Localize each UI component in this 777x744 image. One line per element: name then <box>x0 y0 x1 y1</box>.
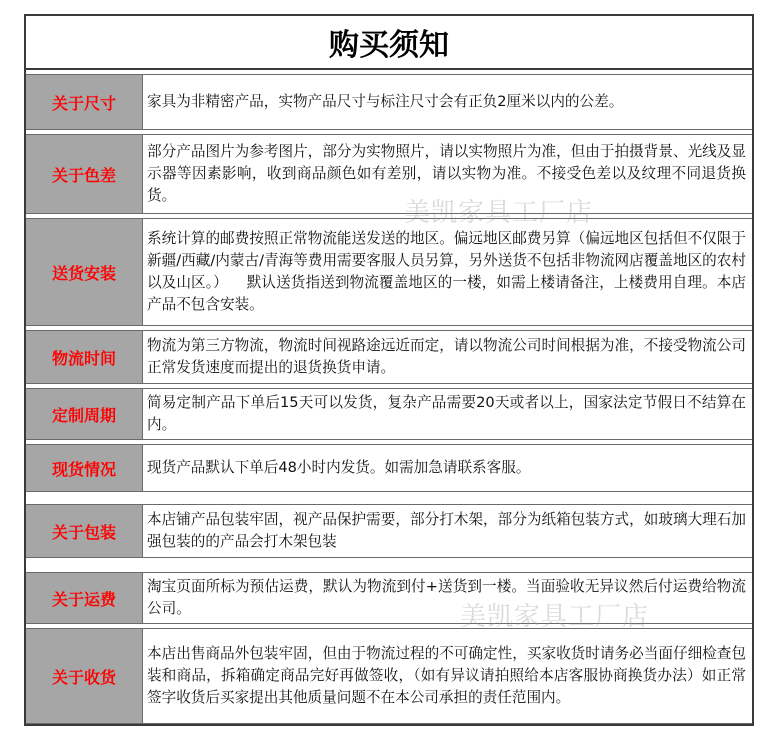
watermark: 美凯家具工厂店 <box>404 198 594 228</box>
row-label: 定制周期 <box>26 389 143 439</box>
row-stock-status <box>26 444 752 492</box>
row-text: 简易定制产品下单后15天可以发货，复杂产品需要20天或者以上，国家法定节假日不结算在内。 <box>147 394 746 433</box>
row-label: 关于包装 <box>26 505 143 557</box>
row-label: 关于运费 <box>26 573 143 623</box>
row-color-difference <box>26 134 752 214</box>
row-delivery-installation <box>26 218 752 326</box>
notice-table <box>24 14 754 726</box>
row-text: 部分产品图片为参考图片，部分为实物照片，请以实物照片为准，但由于拍摄背景、光线及显示器等因素影响，收到商品颜色如有差别，请以实物为准。不接受色差以及纹理不同退货换货。 <box>147 143 746 204</box>
page-title: 购买须知 <box>26 16 752 70</box>
row-shipping-fee <box>26 572 752 624</box>
row-label: 送货安装 <box>26 219 143 325</box>
row-label: 关于收货 <box>26 629 143 723</box>
row-receiving <box>26 628 752 724</box>
row-text: 系统计算的邮费按照正常物流能送发送的地区。偏远地区邮费另算（偏远地区包括但不仅限于新疆/西藏/内蒙古/青海等费用需要客服人员另算，另外送货不包括非物流网店覆盖地区的农村以及山区。） 默认送货指送到物流覆盖地区的一楼，如需上楼请备注，上楼费用自理。本店产品不包含安装。 <box>147 230 746 313</box>
row-label: 关于尺寸 <box>26 75 143 129</box>
row-custom-period <box>26 388 752 440</box>
row-text: 本店出售商品外包装牢固，但由于物流过程的不可确定性，买家收货时请务必当面仔细检查包装和商品，拆箱确定商品完好再做签收，（如有异议请拍照给本店客服协商换货办法）如正常签字收货后买家提出其他质量问题不在本公司承担的责任范围内。 <box>147 645 746 706</box>
row-text: 物流为第三方物流，物流时间视路途远近而定，请以物流公司时间根据为准，不接受物流公司正常发货速度而提出的退货换货申请。 <box>147 337 746 376</box>
row-label: 物流时间 <box>26 331 143 383</box>
row-text: 本店铺产品包装牢固，视产品保护需要，部分打木架，部分为纸箱包装方式，如玻璃大理石加强包装的的产品会打木架包装 <box>147 511 746 550</box>
row-text: 淘宝页面所标为预估运费，默认为物流到付+送货到一楼。当面验收无异议然后付运费给物流公司。 <box>147 578 746 617</box>
row-label: 现货情况 <box>26 445 143 491</box>
watermark: 美凯家具工厂店 <box>460 602 650 632</box>
row-text: 家具为非精密产品，实物产品尺寸与标注尺寸会有正负2厘米以内的公差。 <box>147 93 624 110</box>
row-packaging <box>26 504 752 558</box>
row-label: 关于色差 <box>26 135 143 213</box>
row-text: 现货产品默认下单后48小时内发货。如需加急请联系客服。 <box>147 459 531 476</box>
row-size <box>26 74 752 130</box>
row-logistics-time <box>26 330 752 384</box>
